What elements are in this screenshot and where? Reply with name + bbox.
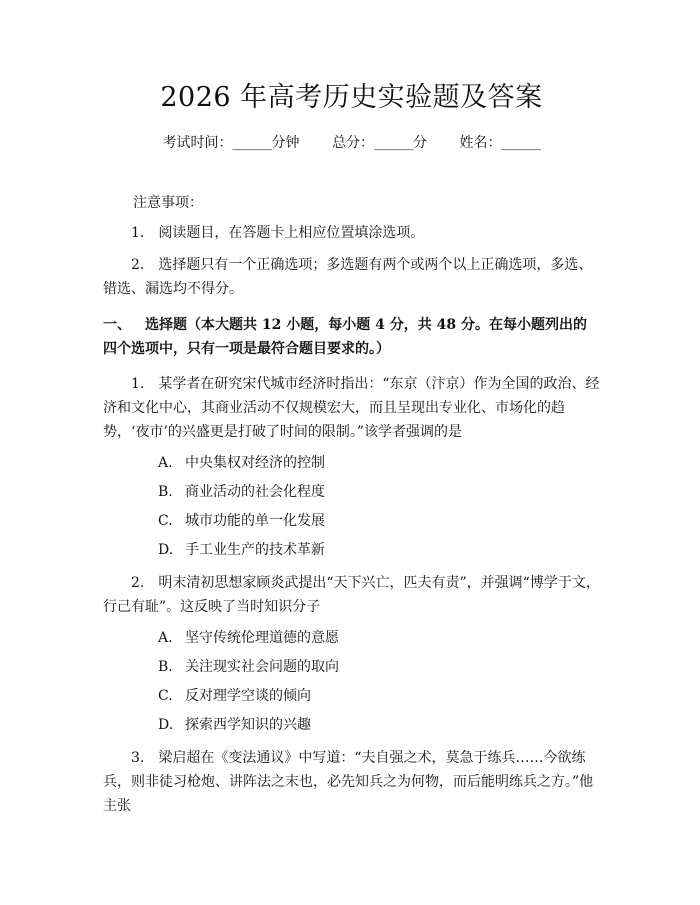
option-text: 手工业生产的技术革新 xyxy=(185,542,325,558)
total-score-field xyxy=(332,135,427,151)
notice-heading: 注意事项： xyxy=(133,195,203,211)
option-letter: A. xyxy=(158,630,173,646)
option-b xyxy=(103,657,600,677)
option-a xyxy=(103,628,600,648)
option-letter: C. xyxy=(158,513,173,529)
option-letter: D. xyxy=(158,542,174,558)
question-stem: 3. 梁启超在《变法通议》中写道：“夫自强之术，莫急于练兵……今欲练兵，则非徒习枪炮、讲阵法之末也，必先知兵之为何物，而后能明练兵之方。”他主张 xyxy=(103,750,594,814)
student-name-label: 姓名： xyxy=(459,135,502,151)
option-b xyxy=(103,482,600,502)
exam-info-line xyxy=(103,133,600,153)
question-options xyxy=(103,453,600,560)
exam-time-blank: ______ xyxy=(232,135,272,151)
option-d xyxy=(103,715,600,735)
option-text: 关注现实社会问题的取向 xyxy=(185,659,339,675)
option-letter: D. xyxy=(158,717,174,733)
exam-time-unit: 分钟 xyxy=(271,135,300,151)
option-letter: B. xyxy=(158,659,173,675)
option-letter: B. xyxy=(158,484,173,500)
section-instructions: 选择题（本大题共 12 小题，每小题 4 分，共 48 分。在每小题列出的四个选项中，只有一项是最符合题目要求的。） xyxy=(103,317,587,357)
student-name-field xyxy=(459,135,540,151)
exam-time-field xyxy=(163,135,300,151)
total-score-label: 总分： xyxy=(332,135,374,151)
option-letter: A. xyxy=(158,455,173,471)
page-title: 2026 年高考历史实验题及答案 xyxy=(160,82,543,113)
option-letter: C. xyxy=(158,688,173,704)
notice-item: 1. 阅读题目，在答题卡上相应位置填涂选项。 xyxy=(131,225,425,241)
student-name-blank: ______ xyxy=(501,135,541,151)
option-a xyxy=(103,453,600,473)
section-heading xyxy=(103,313,600,361)
exam-time-label: 考试时间： xyxy=(162,135,233,151)
notice-item: 2. 选择题只有一个正确选项；多选题有两个或两个以上正确选项，多选、错选、漏选均不得分。 xyxy=(103,257,593,297)
total-score-blank: ______ xyxy=(374,135,413,151)
option-c xyxy=(103,511,600,531)
option-text: 反对理学空谈的倾向 xyxy=(185,688,311,704)
section-number: 一、 xyxy=(103,317,131,333)
question-options xyxy=(103,628,600,735)
question-stem: 2. 明末清初思想家顾炎武提出“天下兴亡，匹夫有责”，并强调“博学于文，行己有耻”。这反映了当时知识分子 xyxy=(103,575,600,615)
option-c xyxy=(103,686,600,706)
option-d xyxy=(103,540,600,560)
option-text: 商业活动的社会化程度 xyxy=(185,484,325,500)
option-text: 探索西学知识的兴趣 xyxy=(185,717,311,733)
question-stem: 1. 某学者在研究宋代城市经济时指出：“东京（汴京）作为全国的政治、经济和文化中心，其商业活动不仅规模宏大，而且呈现出专业化、市场化的趋势，‘夜市’的兴盛更是打破了时间的限制。”该学者强调的是 xyxy=(103,376,600,440)
option-text: 城市功能的单一化发展 xyxy=(185,513,325,529)
total-score-unit: 分 xyxy=(413,135,427,151)
option-text: 中央集权对经济的控制 xyxy=(185,455,325,471)
option-text: 坚守传统伦理道德的意愿 xyxy=(185,630,339,646)
